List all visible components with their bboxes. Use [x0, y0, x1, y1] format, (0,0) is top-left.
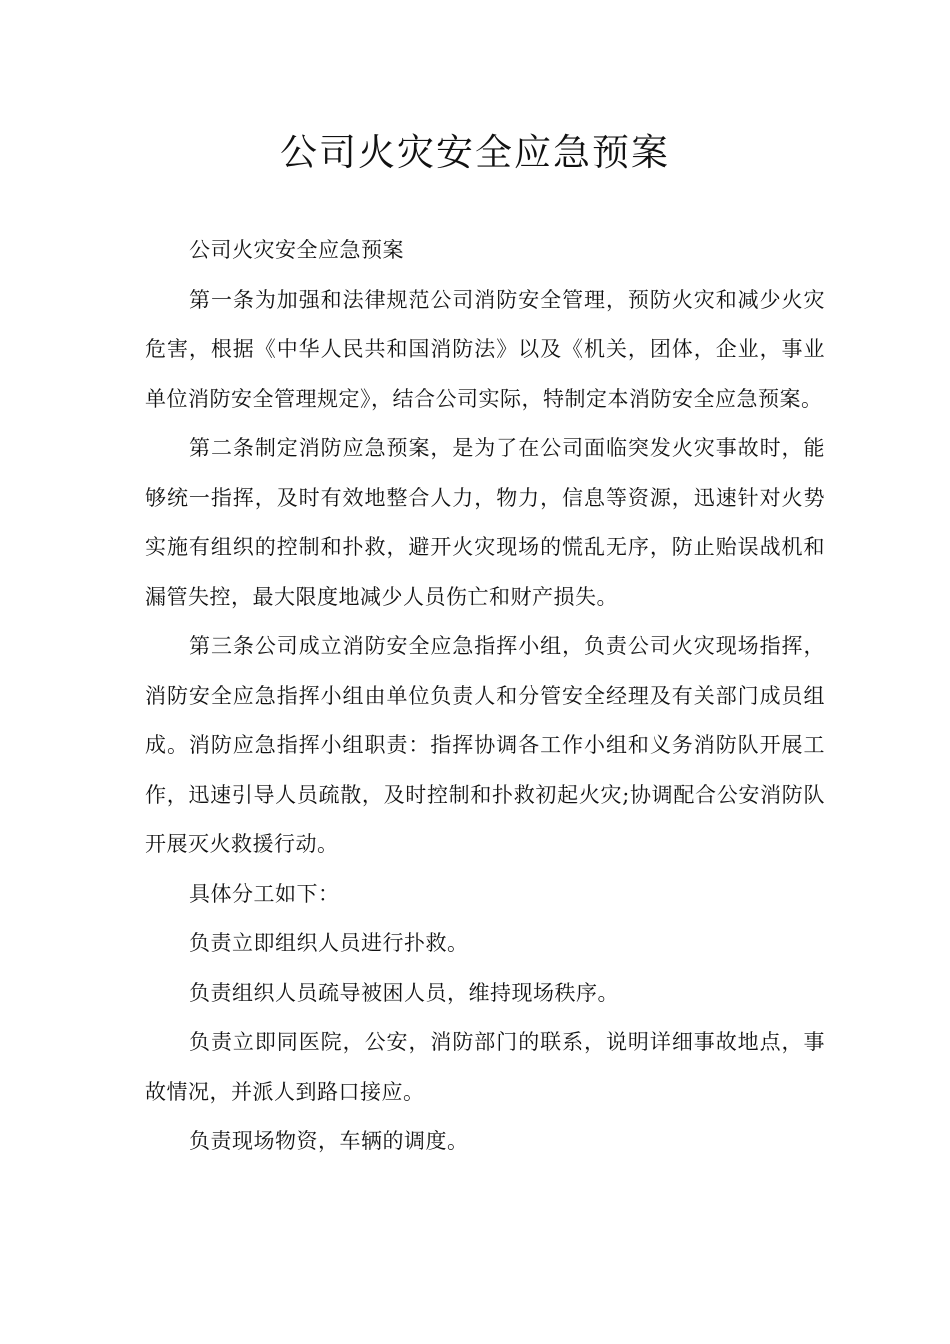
paragraph-article-3: 第三条公司成立消防安全应急指挥小组，负责公司火灾现场指挥，消防安全应急指挥小组由单位负责人和分管安全经理及有关部门成员组成。消防应急指挥小组职责：指挥协调各工作小组和义务消防队开展工作，迅速引导人员疏散，及时控制和扑救初起火灾;协调配合公安消防队开展灭火救援行动。 — [145, 634, 825, 856]
paragraph-duty-2: 负责组织人员疏导被困人员，维持现场秩序。 — [189, 980, 619, 1005]
paragraph-article-2: 第二条制定消防应急预案，是为了在公司面临突发火灾事故时，能够统一指挥，及时有效地整合人力，物力，信息等资源，迅速针对火势实施有组织的控制和扑救，避开火灾现场的慌乱无序，防止贻误战机和漏管失控，最大限度地减少人员伤亡和财产损失。 — [145, 436, 825, 609]
document-body — [145, 226, 825, 1167]
paragraph-subtitle: 公司火灾安全应急预案 — [189, 238, 404, 262]
paragraph-duty-1: 负责立即组织人员进行扑救。 — [189, 931, 469, 955]
paragraph-article-1: 第一条为加强和法律规范公司消防安全管理，预防火灾和减少火灾危害，根据《中华人民共和国消防法》以及《机关，团体，企业，事业单位消防安全管理规定》，结合公司实际，特制定本消防安全应急预案。 — [145, 287, 825, 411]
paragraph-duty-3: 负责立即同医院，公安，消防部门的联系，说明详细事故地点，事故情况，并派人到路口接应。 — [145, 1030, 825, 1104]
paragraph-division-heading: 具体分工如下： — [189, 881, 340, 906]
paragraph-duty-4: 负责现场物资，车辆的调度。 — [189, 1129, 469, 1153]
document-title: 公司火灾安全应急预案 — [280, 131, 670, 174]
